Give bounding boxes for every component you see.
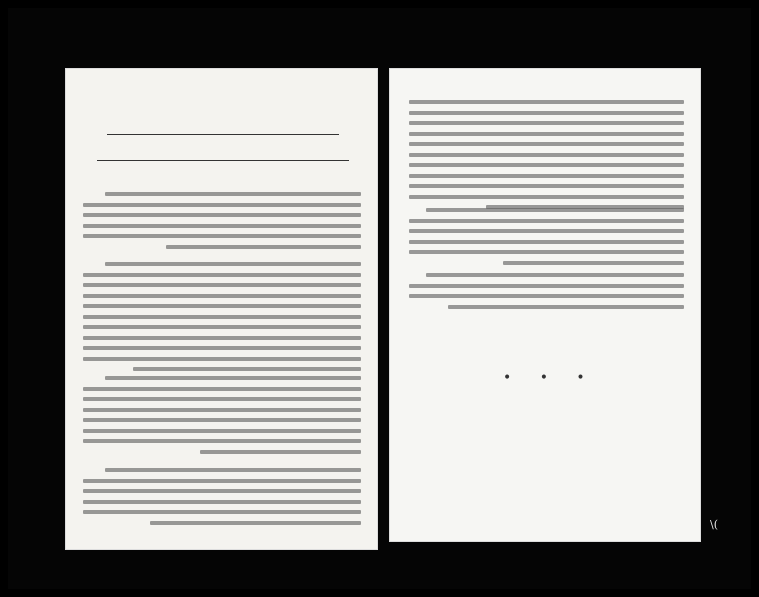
scan-sheet <box>8 8 751 589</box>
section-separator: • • • <box>503 370 597 386</box>
paragraph-r2 <box>409 208 684 271</box>
paragraph-2 <box>83 262 361 378</box>
paragraph-4 <box>83 468 361 531</box>
right-page <box>389 68 701 542</box>
paragraph-3 <box>83 376 361 460</box>
scan-mark: \( <box>710 518 718 531</box>
title-rule <box>97 160 349 161</box>
header-rule <box>107 134 339 135</box>
paragraph-r3 <box>409 273 684 315</box>
left-page <box>65 68 378 550</box>
paragraph-1 <box>83 192 361 255</box>
paragraph-r1 <box>409 100 684 216</box>
